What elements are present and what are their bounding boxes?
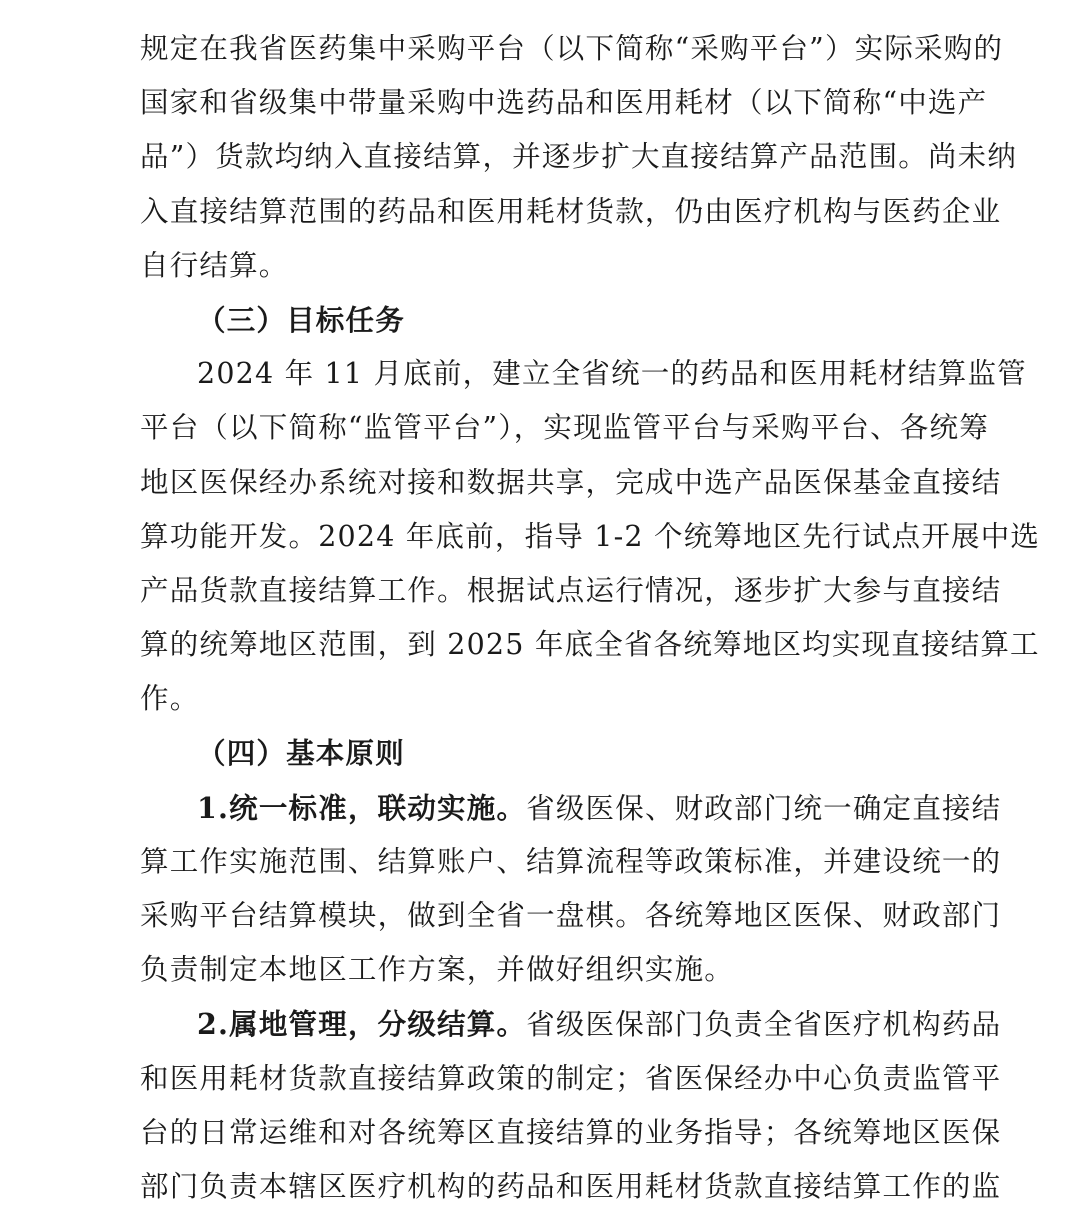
- text-line: 品”）货款均纳入直接结算，并逐步扩大直接结算产品范围。尚未纳: [140, 140, 1018, 174]
- text-line: 规定在我省医药集中采购平台（以下简称“采购平台”）实际采购的: [140, 32, 1004, 65]
- body-paragraph: [140, 22, 1018, 293]
- text-line: 算功能开发。2024 年底前，指导 1-2 个统筹地区先行试点开展中选: [140, 519, 1041, 553]
- body-paragraph: [140, 347, 1041, 726]
- text-line: [140, 781, 1002, 835]
- principle-title: 1.统一标准，联动实施。: [197, 790, 527, 825]
- text-line: 台的日常运维和对各统筹区直接结算的业务指导；各统筹地区医保: [140, 1115, 1002, 1149]
- principle-title: 2.属地管理，分级结算。: [197, 1007, 527, 1042]
- text-line: 自行结算。: [140, 248, 289, 282]
- text-line: 采购平台结算模块，做到全省一盘棋。各统筹地区医保、财政部门: [140, 899, 1002, 932]
- text-line: [140, 997, 1002, 1051]
- text-line: 负责制定本地区工作方案，并做好组织实施。: [140, 953, 735, 987]
- principle-paragraph: [140, 997, 1002, 1214]
- text-line: 入直接结算范围的药品和医用耗材货款，仍由医疗机构与医药企业: [140, 194, 1002, 228]
- text-line: 部门负责本辖区医疗机构的药品和医用耗材货款直接结算工作的监: [140, 1169, 1002, 1203]
- text-line: 国家和省级集中带量采购中选药品和医用耗材（以下简称“中选产: [140, 86, 988, 120]
- text-line: 2024 年 11 月底前，建立全省统一的药品和医用耗材结算监管: [197, 357, 1027, 391]
- section-heading: （三）目标任务: [197, 302, 405, 337]
- principle-text: 省级医保部门负责全省医疗机构药品: [526, 1008, 1002, 1042]
- text-line: 产品货款直接结算工作。根据试点运行情况，逐步扩大参与直接结: [140, 573, 1002, 607]
- text-line: 平台（以下简称“监管平台”），实现监管平台与采购平台、各统筹: [140, 411, 989, 445]
- text-line: 和医用耗材货款直接结算政策的制定；省医保经办中心负责监管平: [140, 1061, 1002, 1095]
- text-line: 算工作实施范围、结算账户、结算流程等政策标准，并建设统一的: [140, 844, 1002, 878]
- text-line: 地区医保经办系统对接和数据共享，完成中选产品医保基金直接结: [140, 465, 1002, 499]
- principle-paragraph: [140, 781, 1002, 998]
- text-line: 作。: [140, 682, 200, 716]
- section-heading: （四）基本原则: [197, 736, 405, 771]
- principle-text: 省级医保、财政部门统一确定直接结: [526, 791, 1002, 825]
- text-line: 算的统筹地区范围，到 2025 年底全省各统筹地区均实现直接结算工: [140, 628, 1040, 662]
